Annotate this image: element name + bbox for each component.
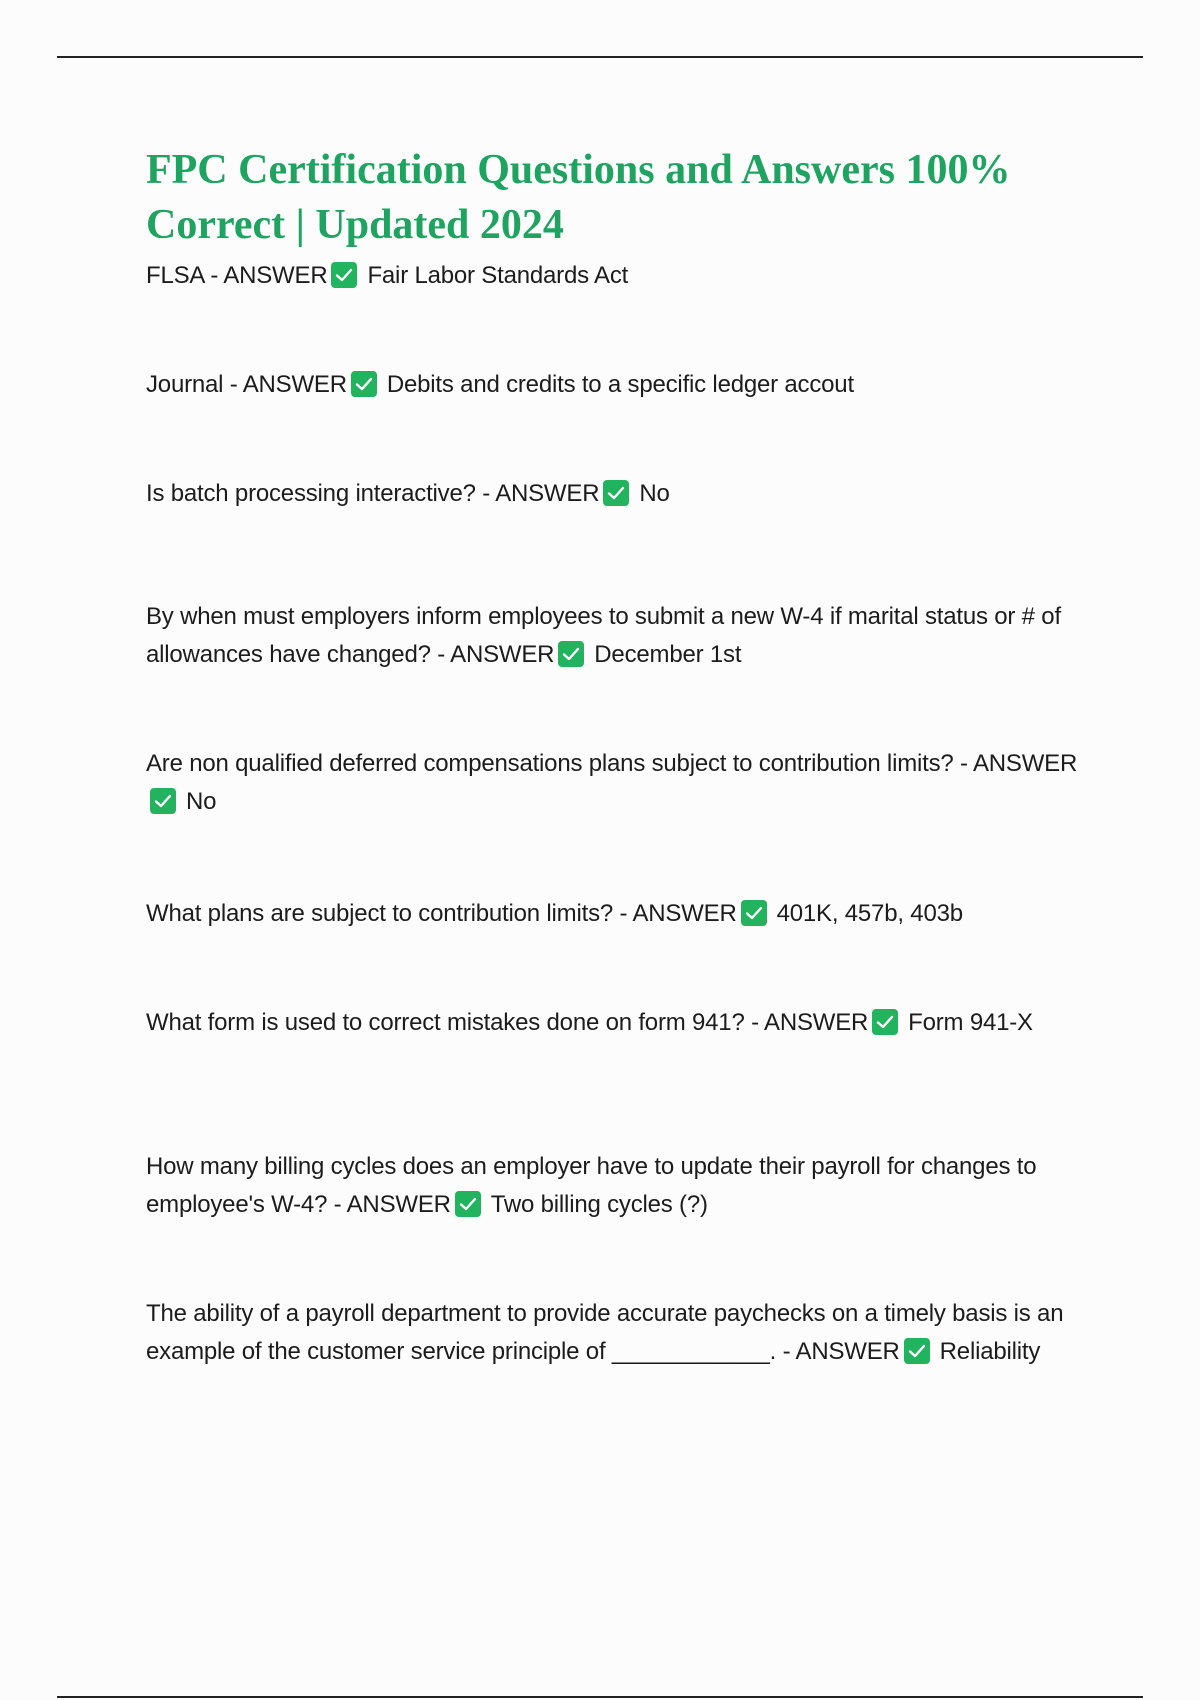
question-text: FLSA - xyxy=(146,262,224,289)
question-text: What plans are subject to contribution limits? - xyxy=(146,900,633,927)
answer-label: ANSWER xyxy=(764,1009,869,1036)
check-mark-icon xyxy=(455,1191,481,1217)
question-text: What form is used to correct mistakes done on form 941? - xyxy=(146,1009,765,1036)
check-mark-icon xyxy=(741,900,767,926)
question-text: The ability of a payroll department to provide accurate paychecks on a timely basis is an example of the customer service principle of ____________. - xyxy=(146,1300,1064,1365)
check-mark-icon xyxy=(351,371,377,397)
question-text: Are non qualified deferred compensations plans subject to contribution limits? - xyxy=(146,750,973,777)
answer-label: ANSWER xyxy=(972,750,1078,777)
check-mark-icon xyxy=(558,641,584,667)
qa-item xyxy=(146,257,1096,295)
qa-item xyxy=(146,598,1096,674)
check-mark-icon xyxy=(603,480,629,506)
check-mark-icon xyxy=(331,262,357,288)
qa-item xyxy=(146,895,1096,933)
qa-item xyxy=(146,745,1096,821)
question-text: Journal - xyxy=(146,371,243,398)
answer-label: ANSWER xyxy=(242,371,347,398)
check-mark-icon xyxy=(872,1009,898,1035)
answer-label: ANSWER xyxy=(495,480,600,507)
top-rule xyxy=(57,56,1143,58)
qa-item xyxy=(146,1148,1096,1224)
answer-text: 401K, 457b, 403b xyxy=(776,900,963,927)
question-text: Is batch processing interactive? - xyxy=(146,480,496,507)
answer-label: ANSWER xyxy=(632,900,737,927)
bottom-rule xyxy=(57,1696,1143,1698)
answer-label: ANSWER xyxy=(795,1338,900,1365)
answer-label: ANSWER xyxy=(346,1191,451,1218)
answer-label: ANSWER xyxy=(450,641,555,668)
answer-text: Form 941-X xyxy=(908,1009,1033,1036)
answer-label: ANSWER xyxy=(223,262,328,289)
answer-text: No xyxy=(186,788,217,815)
qa-item xyxy=(146,475,1096,513)
answer-text: December 1st xyxy=(594,641,742,668)
check-mark-icon xyxy=(904,1338,930,1364)
qa-item xyxy=(146,1004,1096,1042)
document-title: FPC Certification Questions and Answers 100% Correct | Updated 2024 xyxy=(146,147,1011,248)
question-text: How many billing cycles does an employer have to update their payroll for changes to employee's W-4? - xyxy=(146,1153,1037,1218)
answer-text: No xyxy=(639,480,670,507)
answer-text: Debits and credits to a specific ledger accout xyxy=(386,371,854,398)
question-text: By when must employers inform employees to submit a new W-4 if marital status or # of allowances have changed? - xyxy=(146,603,1061,668)
answer-text: Reliability xyxy=(939,1338,1041,1365)
answer-text: Two billing cycles (?) xyxy=(490,1191,708,1218)
qa-item xyxy=(146,366,1096,404)
qa-item xyxy=(146,1295,1096,1371)
answer-text: Fair Labor Standards Act xyxy=(367,262,629,289)
check-mark-icon xyxy=(150,788,176,814)
